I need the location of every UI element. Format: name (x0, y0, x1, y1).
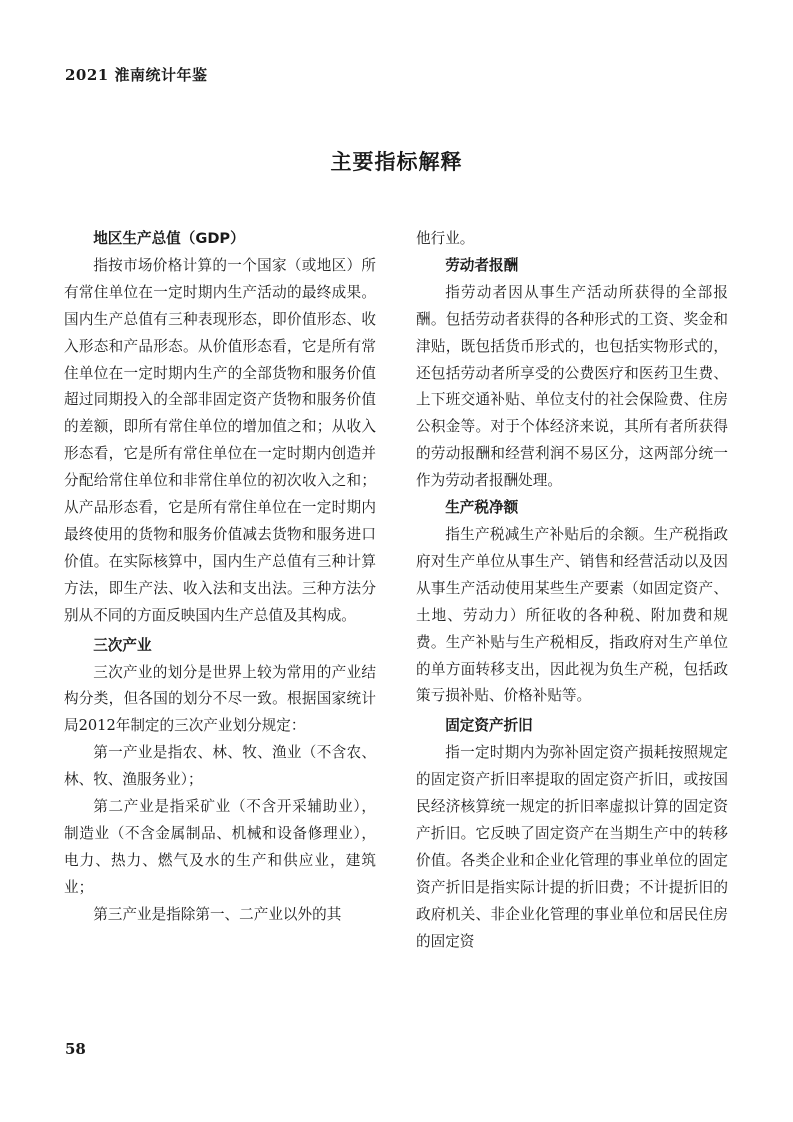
page-title: 主要指标解释 (330, 150, 463, 174)
compensation-paragraph: 指劳动者因从事生产活动所获得的全部报酬。包括劳动者获得的各种形式的工资、奖金和津贴，既包括货币形式的，也包括实物形式的，还包括劳动者所享受的公费医疗和医药卫生费、上下班交通补贴、单位支付的社会保险费、住房公积金等。对于个体经济来说，其所有者所获得的劳动报酬和经营利润不易区分，这两部分统一作为劳动者报酬处理。 (416, 283, 728, 490)
three-industries-heading: 三次产业 (93, 636, 152, 654)
gdp-paragraph: 指按市场价格计算的一个国家（或地区）所有常住单位在一定时期内生产活动的最终成果。国内生产总值有三种表现形态，即价值形态、收入形态和产品形态。从价值形态看，它是所有常住单位在一定时期内生产的全部货物和服务价值超过同期投入的全部非固定资产货物和服务价值的差额，即所有常住单位的增加值之和；从收入形态看，它是所有常住单位在一定时期内创造并分配给常住单位和非常住单位的初次收入之和；从产品形态看，它是所有常住单位在一定时期内最终使用的货物和服务价值减去货物和服务进口价值。在实际核算中，国内生产总值有三种计算方法，即生产法、收入法和支出法。三种方法分别从不同的方面反映国内生产总值及其构成。 (64, 256, 376, 624)
depreciation-paragraph: 指一定时期内为弥补固定资产损耗按照规定的固定资产折旧率提取的固定资产折旧，或按国民经济核算统一规定的折旧率虚拟计算的固定资产折旧。它反映了固定资产在当期生产中的转移价值。各类企业和企业化管理的事业单位的固定资产折旧是指实际计提的折旧费；不计提折旧的政府机关、非企业化管理的事业单位和居民住房的固定资 (416, 744, 728, 950)
depreciation-heading: 固定资产折旧 (445, 717, 533, 735)
secondary-industry-paragraph: 第二产业是指采矿业（不含开采辅助业），制造业（不含金属制品、机械和设备修理业），电力、热力、燃气及水的生产和供应业，建筑业； (64, 798, 376, 896)
right-column (416, 226, 728, 955)
continuation-text: 他行业。 (416, 230, 475, 247)
left-column (64, 226, 376, 929)
running-header: 2021 淮南统计年鉴 (65, 66, 208, 84)
net-taxes-paragraph: 指生产税减生产补贴后的余额。生产税指政府对生产单位从事生产、销售和经营活动以及因从事生产活动使用某些生产要素（如固定资产、土地、劳动力）所征收的各种税、附加费和规费。生产补贴与生产税相反，指政府对生产单位的单方面转移支出，因此视为负生产税，包括政策亏损补贴、价格补贴等。 (416, 525, 728, 705)
primary-industry-paragraph: 第一产业是指农、林、牧、渔业（不含农、林、牧、渔服务业）； (64, 744, 376, 789)
compensation-heading: 劳动者报酬 (445, 256, 519, 274)
tertiary-industry-paragraph: 第三产业是指除第一、二产业以外的其 (93, 905, 342, 923)
net-taxes-heading: 生产税净额 (445, 499, 519, 517)
gdp-heading: 地区生产总值（GDP） (93, 230, 245, 247)
page-number: 58 (65, 1040, 86, 1058)
three-industries-paragraph-1: 三次产业的划分是世界上较为常用的产业结构分类，但各国的划分不尽一致。根据国家统计局2012年制定的三次产业划分规定： (64, 663, 376, 735)
